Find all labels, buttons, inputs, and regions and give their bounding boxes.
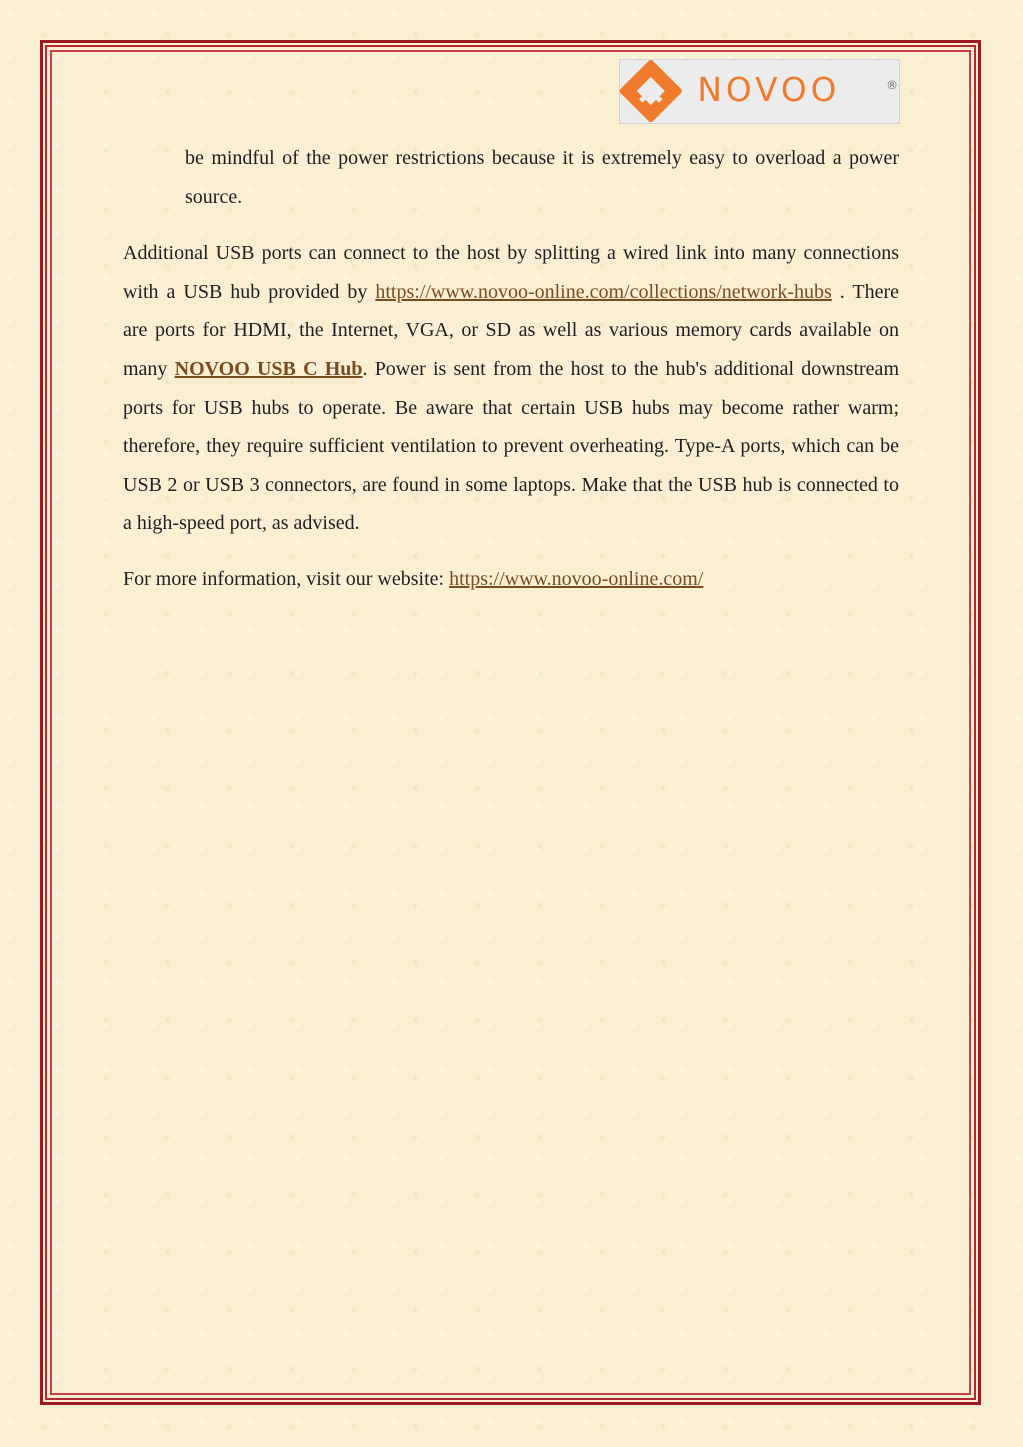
footer-paragraph <box>123 560 899 599</box>
footer-label: For more information, visit our website: <box>123 567 450 590</box>
main-paragraph-text-1: Additional USB ports can connect to the host by splitting a wired link into many connections with a USB hub provided by <box>123 242 899 303</box>
main-paragraph-text-2: . There are ports for HDMI, the Internet, VGA, or SD as well as various memory cards available on many <box>123 280 899 380</box>
novoo-logo <box>619 59 900 124</box>
main-paragraph-text-3: . Power is sent from the host to the hub's additional downstream ports for USB hubs to operate. Be aware that certain USB hubs may become rather warm; therefore, they require sufficient ventilation to prevent overheating. Type-A ports, which can be USB 2 or USB 3 connectors, are found in some laptops. Make that the USB hub is connected to a high-speed port, as advised. <box>123 357 899 535</box>
novoo-logo-icon <box>620 59 899 124</box>
website-link[interactable]: https://www.novoo-online.com/ <box>449 567 704 590</box>
network-hubs-link[interactable]: https://www.novoo-online.com/collections/network-hubs <box>375 280 832 303</box>
novoo-usb-c-hub-link[interactable]: NOVOO USB C Hub <box>174 357 363 380</box>
main-paragraph <box>123 234 899 543</box>
document-content <box>123 139 899 599</box>
logo-brand-text: NOVOO <box>697 70 841 109</box>
logo-registered-mark: ® <box>886 78 898 93</box>
intro-paragraph: be mindful of the power restrictions because it is extremely easy to overload a power source. <box>185 147 899 208</box>
